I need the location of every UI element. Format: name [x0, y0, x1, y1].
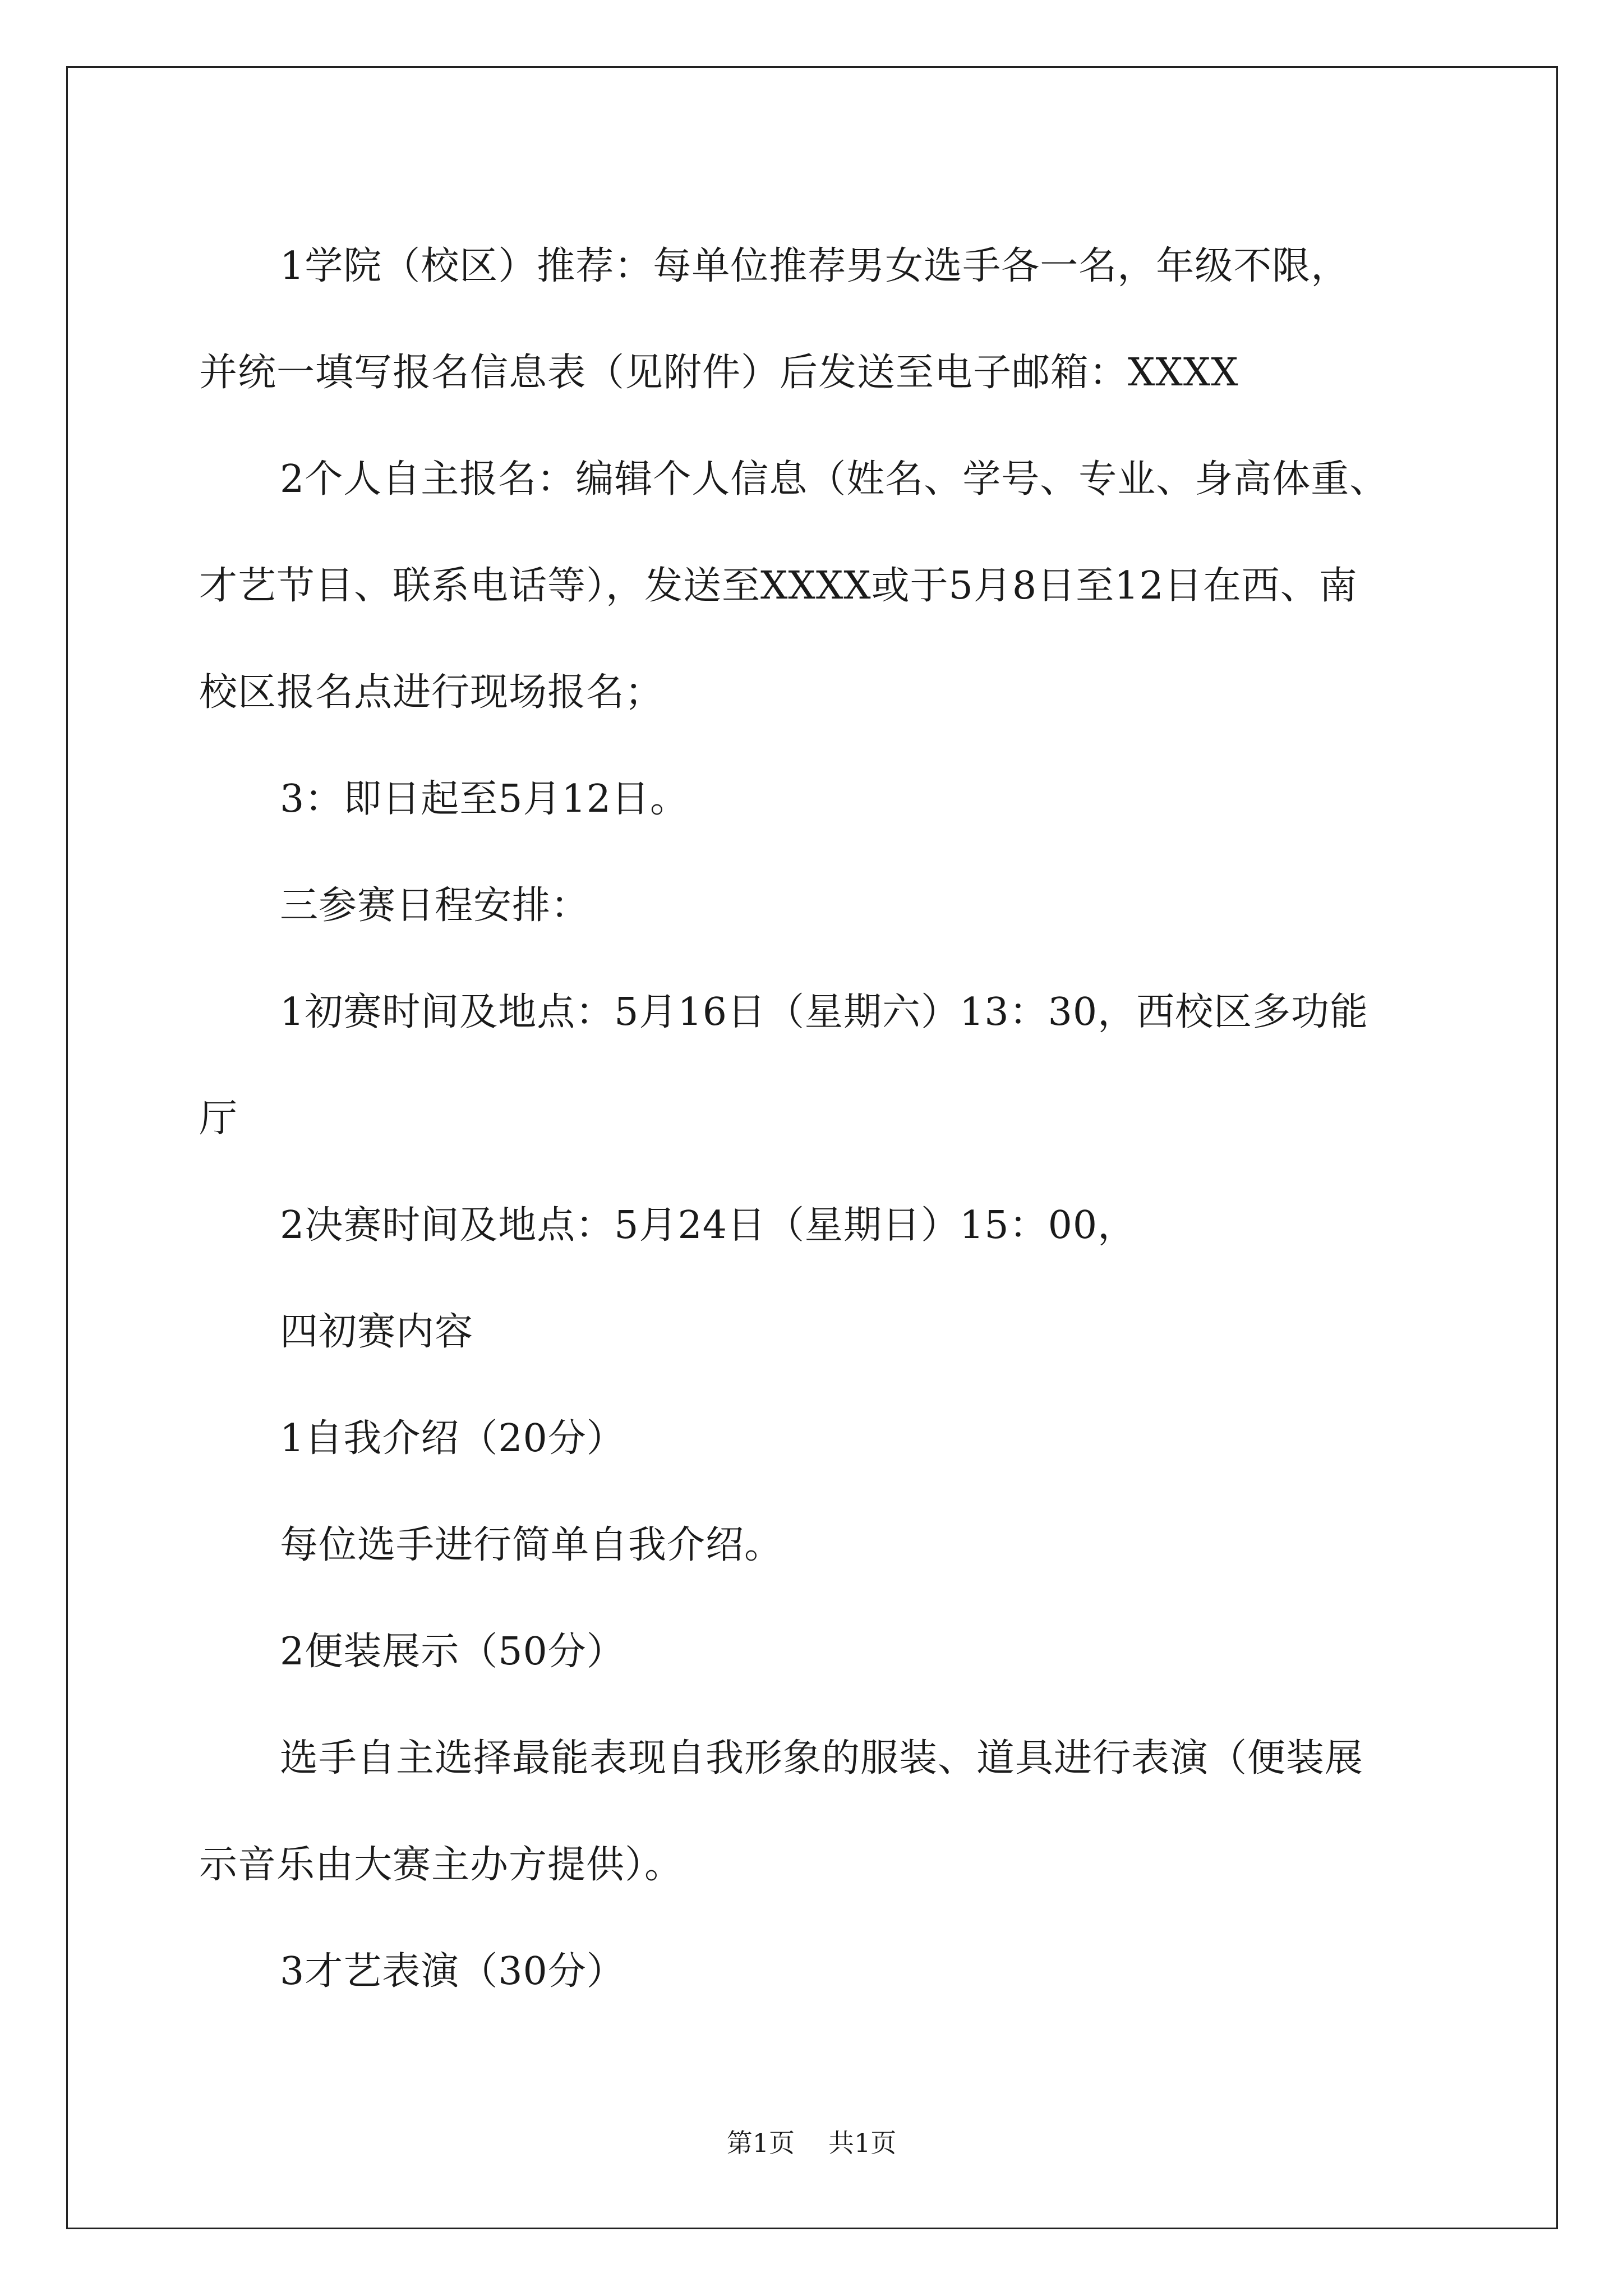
- paragraph-6: 3：即日起至5月12日。: [280, 777, 689, 821]
- paragraph-13: 每位选手进行简单自我介绍。: [280, 1523, 783, 1567]
- document-body: [199, 213, 1489, 2025]
- paragraph-2: 并统一填写报名信息表（见附件）后发送至电子邮箱：XXXX: [199, 351, 1239, 395]
- page-number-current: 第1页: [726, 2128, 795, 2158]
- page-footer: [0, 2126, 1623, 2160]
- paragraph-8: 1初赛时间及地点：5月16日（星期六）13：30，西校区多功能: [280, 990, 1369, 1034]
- paragraph-16: 示音乐由大赛主办方提供）。: [199, 1843, 684, 1887]
- paragraph-12: 1自我介绍（20分）: [280, 1416, 625, 1461]
- section-heading-preliminary: 四初赛内容: [280, 1310, 474, 1354]
- paragraph-9: 厅: [199, 1097, 238, 1141]
- paragraph-5: 校区报名点进行现场报名；: [199, 670, 664, 715]
- paragraph-14: 2便装展示（50分）: [280, 1630, 625, 1674]
- paragraph-10: 2决赛时间及地点：5月24日（星期日）15：00，: [280, 1203, 1137, 1248]
- page-number-total: 共1页: [828, 2128, 897, 2158]
- section-heading-schedule: 三参赛日程安排：: [280, 884, 590, 928]
- paragraph-4: 才艺节目、联系电话等），发送至XXXX或于5月8日至12日在西、南: [199, 564, 1358, 608]
- paragraph-3: 2个人自主报名：编辑个人信息（姓名、学号、专业、身高体重、: [280, 457, 1389, 501]
- paragraph-17: 3才艺表演（30分）: [280, 1949, 625, 1994]
- paragraph-15: 选手自主选择最能表现自我形象的服装、道具进行表演（便装展: [280, 1736, 1364, 1780]
- paragraph-1: 1学院（校区）推荐：每单位推荐男女选手各一名，年级不限，: [280, 244, 1350, 288]
